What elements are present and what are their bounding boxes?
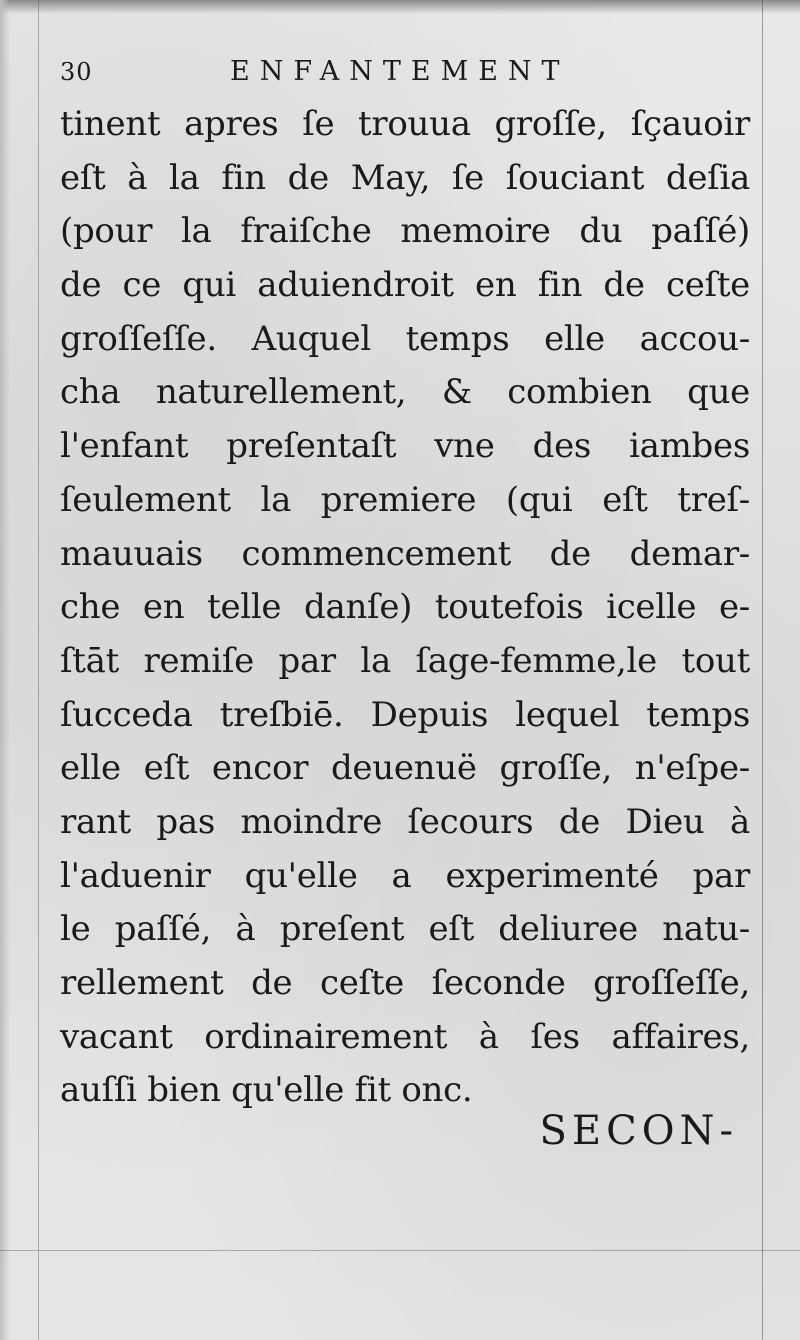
text-line: eſt à la fin de May, ſe ſouciant deſia: [60, 157, 750, 198]
running-head: ENFANTEMENT: [230, 56, 570, 87]
text-line: rant pas moindre ſecours de Dieu à: [60, 801, 750, 842]
page-left-edge: [0, 0, 10, 1340]
text-line: auſſi bien qu'elle fit onc.: [60, 1070, 473, 1111]
left-margin-rule: [38, 0, 39, 1340]
body-text: [60, 98, 750, 1118]
right-margin-rule: [762, 0, 763, 1340]
text-line: rellement de ceſte ſeconde groſſeſſe,: [60, 963, 750, 1003]
text-line: (pour la fraiſche memoire du paſſé): [60, 211, 750, 252]
text-line: ſtāt remiſe par la ſage-femme,le tout: [60, 640, 750, 681]
text-line: che en telle danſe) toutefois icelle e-: [60, 587, 750, 628]
catchword: SECON-: [539, 1108, 738, 1154]
bottom-margin-rule: [0, 1250, 800, 1251]
text-line: ſeulement la premiere (qui eſt treſ-: [60, 479, 750, 520]
text-line: l'aduenir qu'elle a experimenté par: [60, 855, 750, 896]
text-line: cha naturellement, & combien que: [60, 372, 750, 413]
text-line: de ce qui aduiendroit en fin de ceſte: [60, 265, 750, 306]
text-line: elle eſt encor deuenuë groſſe, n'eſpe-: [60, 748, 750, 789]
text-line: ſucceda treſbiē. Depuis lequel temps: [60, 694, 750, 735]
text-line: tinent apres ſe trouua groſſe, ſçauoir: [60, 104, 750, 144]
text-line: vacant ordinairement à ſes affaires,: [60, 1016, 750, 1057]
text-line: le paſſé, à preſent eſt deliuree natu-: [60, 909, 750, 950]
page-top-edge: [0, 0, 800, 14]
page-header: [60, 56, 760, 90]
text-line: mauuais commencement de demar-: [60, 533, 750, 574]
text-line: groſſeſſe. Auquel temps elle accou-: [60, 318, 750, 359]
page-number: 30: [60, 58, 93, 86]
text-line: l'enfant preſentaſt vne des iambes: [60, 426, 750, 467]
